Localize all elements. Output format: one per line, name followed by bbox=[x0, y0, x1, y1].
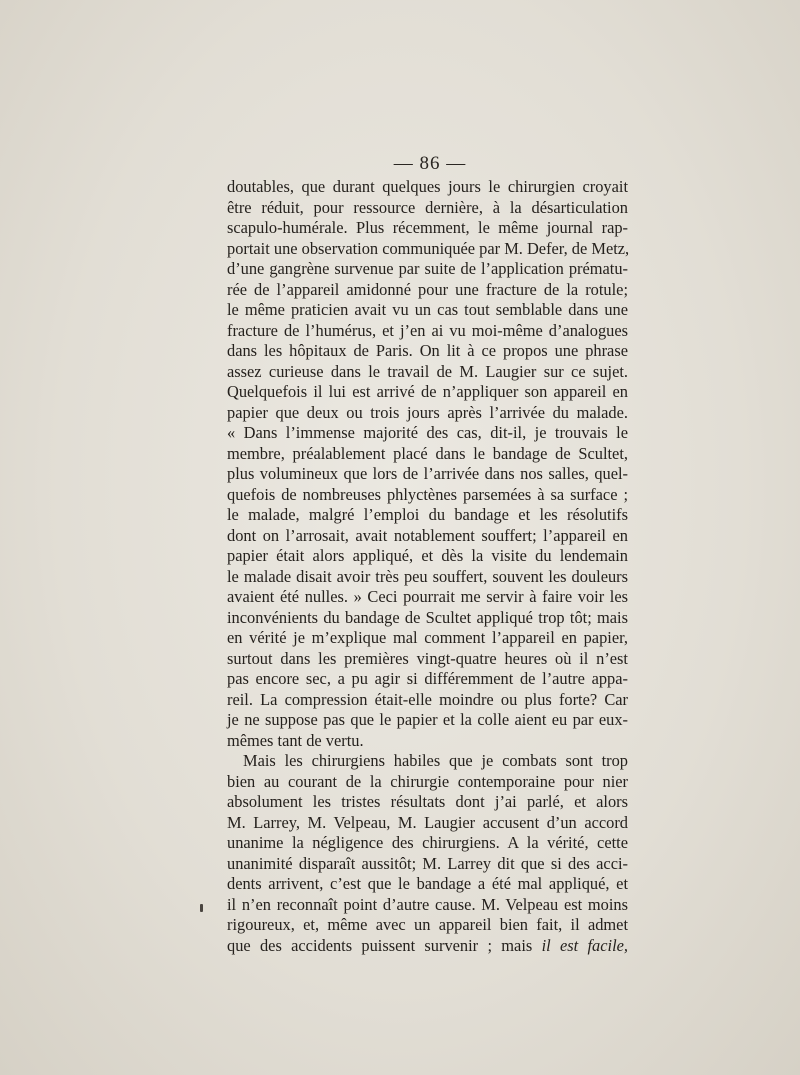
text-line: dents arrivent, c’est que le bandage a été mal appliqué, et bbox=[227, 874, 628, 893]
text-line-final-roman: que des accidents puissent survenir ; mais bbox=[227, 935, 533, 955]
text-line: bien au courant de la chirurgie contemporaine pour nier bbox=[227, 771, 628, 791]
text-line: plus volumineux que lors de l’arrivée dans nos salles, quel- bbox=[227, 464, 628, 483]
text-line: absolument les tristes résultats dont j’ai parlé, et alors bbox=[227, 792, 628, 811]
text-line: portait une observation communiquée par M. Defer, de Metz, bbox=[227, 238, 630, 258]
text-line: scapulo-humérale. Plus récemment, le même journal rap- bbox=[227, 218, 628, 237]
text-line: doutables, que durant quelques jours le chirurgien croyait bbox=[227, 177, 628, 196]
text-line-final-italic: il est facile, bbox=[541, 935, 629, 955]
text-line-final bbox=[227, 936, 628, 957]
text-line: surtout dans les premières vingt-quatre heures où il n’est bbox=[227, 648, 628, 668]
text-line: il n’en reconnaît point d’autre cause. M. Velpeau est moins bbox=[227, 894, 628, 914]
text-line: avaient été nulles. » Ceci pourrait me servir à faire voir les bbox=[227, 587, 628, 606]
text-line: fracture de l’humérus, et j’en ai vu moi-même d’analogues bbox=[227, 320, 628, 340]
text-line: unanimité disparaît aussitôt; M. Larrey dit que si des acci- bbox=[227, 853, 628, 873]
text-line: Mais les chirurgiens habiles que je combats sont trop bbox=[243, 751, 628, 770]
text-line: dont on l’arrosait, avait notablement souffert; l’appareil en bbox=[227, 525, 628, 545]
text-line: inconvénients du bandage de Scultet appliqué trop tôt; mais bbox=[227, 607, 628, 627]
text-line: rigoureux, et, même avec un appareil bien fait, il admet bbox=[227, 915, 628, 934]
text-line: rée de l’appareil amidonné pour une fracture de la rotule; bbox=[227, 279, 628, 299]
body-text bbox=[227, 177, 628, 956]
text-line: quefois de nombreuses phlyctènes parsemées à sa surface ; bbox=[227, 484, 628, 504]
text-line: Quelquefois il lui est arrivé de n’appliquer son appareil en bbox=[227, 382, 628, 401]
text-line: papier que deux ou trois jours après l’arrivée du malade. bbox=[227, 402, 628, 422]
ink-speck bbox=[200, 904, 203, 912]
text-line: papier était alors appliqué, et dès la visite du lendemain bbox=[227, 546, 628, 565]
text-line: pas encore sec, a pu agir si différemment de l’autre appa- bbox=[227, 669, 628, 688]
text-line: dans les hôpitaux de Paris. On lit à ce propos une phrase bbox=[227, 341, 628, 360]
text-line: être réduit, pour ressource dernière, à la désarticulation bbox=[227, 197, 628, 217]
text-line: d’une gangrène survenue par suite de l’application prématu- bbox=[227, 259, 628, 278]
text-line: je ne suppose pas que le papier et la colle aient eu par eux- bbox=[227, 710, 628, 729]
text-line: assez curieuse dans le travail de M. Laugier sur ce sujet. bbox=[227, 361, 628, 381]
text-line: M. Larrey, M. Velpeau, M. Laugier accusent d’un accord bbox=[227, 812, 628, 832]
text-line: mêmes tant de vertu. bbox=[227, 730, 364, 750]
text-line: « Dans l’immense majorité des cas, dit-il, je trouvais le bbox=[227, 423, 628, 442]
text-line: reil. La compression était-elle moindre ou plus forte? Car bbox=[227, 689, 628, 709]
text-line: en vérité je m’explique mal comment l’appareil en papier, bbox=[227, 628, 628, 647]
text-line: le malade disait avoir très peu souffert, souvent les douleurs bbox=[227, 566, 628, 586]
text-line: unanime la négligence des chirurgiens. A la vérité, cette bbox=[227, 833, 628, 852]
text-line: membre, préalablement placé dans le bandage de Scultet, bbox=[227, 443, 628, 463]
text-line: le même praticien avait vu un cas tout semblable dans une bbox=[227, 300, 628, 319]
text-line: le malade, malgré l’emploi du bandage et les résolutifs bbox=[227, 505, 628, 524]
page-number: — 86 — bbox=[393, 153, 467, 174]
